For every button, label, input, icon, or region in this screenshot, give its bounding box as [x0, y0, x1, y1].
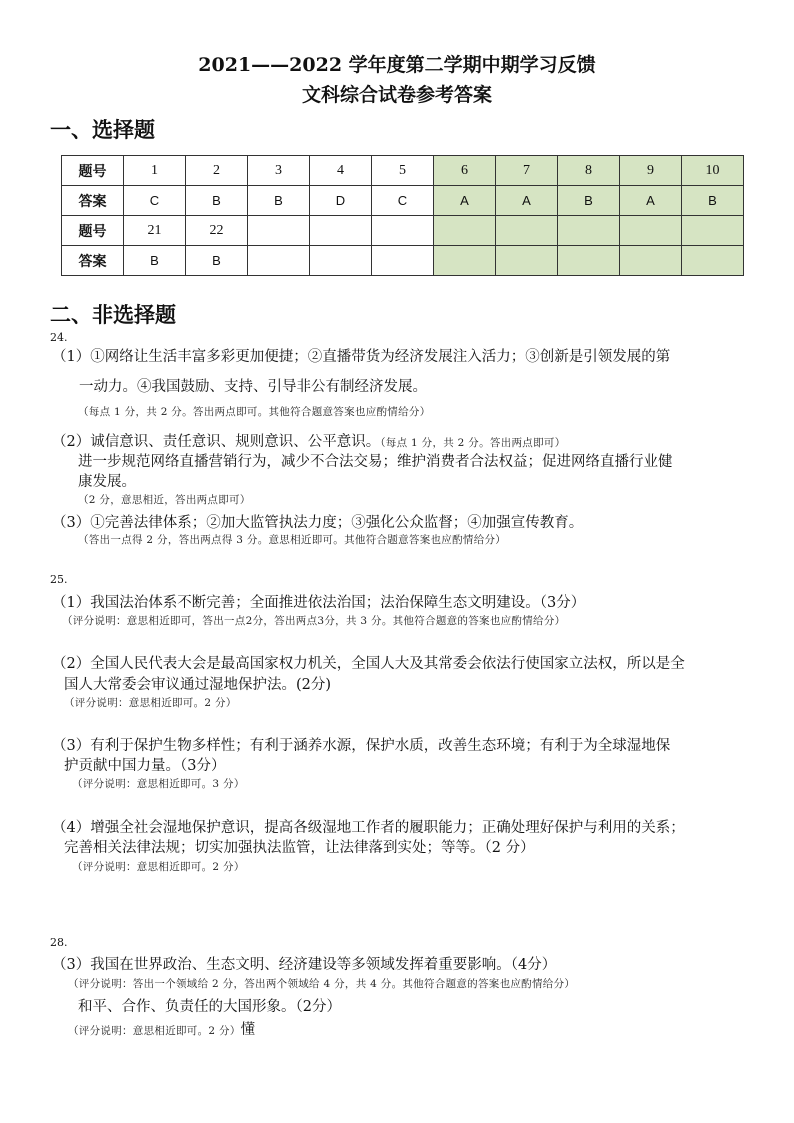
table-cell: B [186, 186, 248, 216]
page-title: 2021——2022 学年度第二学期中期学习反馈 [198, 54, 596, 76]
table-cell [496, 246, 558, 276]
table-cell [310, 246, 372, 276]
table-cell [372, 246, 434, 276]
table-cell [434, 246, 496, 276]
row-label-answer: 答案 [62, 246, 124, 276]
table-cell [558, 246, 620, 276]
table-cell: 6 [434, 156, 496, 186]
table-cell [682, 216, 744, 246]
q24-part1-line1: （1）①网络让生活丰富多彩更加便捷；②直播带货为经济发展注入活力；③创新是引领发展的第 [52, 349, 671, 365]
q25-part1-line1: （1）我国法治体系不断完善；全面推进依法治国；法治保障生态文明建设。（3分） [52, 595, 586, 611]
q24-part2-inline-note: （每点 1 分，共 2 分。答出两点即可） [380, 437, 566, 449]
q25-part4-line1: （4）增强全社会湿地保护意识，提高各级湿地工作者的履职能力；正确处理好保护与利用的关系； [52, 820, 685, 836]
table-cell [434, 216, 496, 246]
q28-part3-line2: 和平、合作、负责任的大国形象。（2分） [78, 999, 341, 1015]
table-cell [558, 216, 620, 246]
page-subtitle: 文科综合试卷参考答案 [301, 84, 492, 106]
table-cell: A [434, 186, 496, 216]
table-row-answers-bottom [62, 246, 744, 276]
q28-part3-note-line [68, 1018, 255, 1039]
table-cell: 22 [186, 216, 248, 246]
q24-part1-scoring-note: （每点 1 分，共 2 分。答出两点即可。其他符合题意答案也应酌情给分） [78, 406, 431, 418]
table-cell: B [186, 246, 248, 276]
q28-part3-scoring-note: （评分说明：答出一个领域给 2 分，答出两个领域给 4 分，共 4 分。其他符合题意的答案也应酌情给分） [68, 978, 576, 990]
answer-table [61, 155, 744, 276]
table-cell [496, 216, 558, 246]
table-cell: C [372, 186, 434, 216]
q25-part3-line1: （3）有利于保护生物多样性；有利于涵养水源，保护水质，改善生态环境；有利于为全球湿地保 [52, 738, 671, 754]
table-cell [248, 216, 310, 246]
row-label-number: 题号 [62, 156, 124, 186]
table-cell: 9 [620, 156, 682, 186]
table-cell: B [558, 186, 620, 216]
table-cell: 4 [310, 156, 372, 186]
table-cell: B [682, 186, 744, 216]
q25-part1-scoring-note: （评分说明：意思相近即可，答出一点2分，答出两点3分，共 3 分。其他符合题意的答案也应酌情给分） [62, 615, 566, 627]
q25-part3-scoring-note: （评分说明：意思相近即可。3 分） [72, 778, 245, 790]
q24-part3-line1: （3）①完善法律体系；②加大监管执法力度；③强化公众监督；④加强宣传教育。 [52, 515, 584, 531]
table-cell: 2 [186, 156, 248, 186]
q25-part4-line2: 完善相关法律法规；切实加强执法监管，让法律落到实处；等等。（2 分） [64, 840, 535, 856]
q28-part3-scoring-note-2: （评分说明：意思相近即可。2 分） [68, 1025, 241, 1037]
row-label-number: 题号 [62, 216, 124, 246]
q24-part2-line1 [52, 430, 566, 451]
table-row-answers-top [62, 186, 744, 216]
q24-part3-scoring-note: （答出一点得 2 分，答出两点得 3 分。意思相近即可。其他符合题意答案也应酌情给分） [78, 534, 507, 546]
table-cell [620, 216, 682, 246]
q25-part3-line2: 护贡献中国力量。（3分） [64, 758, 226, 774]
table-row-numbers-top [62, 156, 744, 186]
table-cell [620, 246, 682, 276]
table-cell: 10 [682, 156, 744, 186]
q24-part2-answer: （2）诚信意识、责任意识、规则意识、公平意识。 [52, 434, 381, 450]
table-cell: 3 [248, 156, 310, 186]
q25-part2-line2: 国人大常委会审议通过湿地保护法。(2分) [64, 677, 332, 693]
table-cell: D [310, 186, 372, 216]
question-number-25: 25. [50, 573, 68, 586]
q25-part4-scoring-note: （评分说明：意思相近即可。2 分） [72, 861, 245, 873]
q25-part2-scoring-note: （评分说明：意思相近即可。2 分） [64, 697, 237, 709]
section-heading-multiple-choice: 一、选择题 [50, 117, 155, 142]
table-cell [248, 246, 310, 276]
table-cell: B [248, 186, 310, 216]
table-cell [682, 246, 744, 276]
q24-part2-scoring-note: （2 分，意思相近，答出两点即可） [78, 494, 251, 506]
table-cell: 1 [124, 156, 186, 186]
table-cell [372, 216, 434, 246]
q24-part2-line2: 进一步规范网络直播营销行为，减少不合法交易；维护消费者合法权益；促进网络直播行业健 [78, 454, 673, 470]
q28-trailing-character: 懂 [240, 1022, 256, 1038]
table-cell: 5 [372, 156, 434, 186]
q24-part2-line3: 康发展。 [78, 474, 136, 490]
table-row-numbers-bottom [62, 216, 744, 246]
table-cell: B [124, 246, 186, 276]
section-heading-free-response: 二、非选择题 [50, 302, 176, 327]
table-cell: A [496, 186, 558, 216]
question-number-24: 24. [50, 331, 68, 344]
row-label-answer: 答案 [62, 186, 124, 216]
table-cell [310, 216, 372, 246]
q25-part2-line1: （2）全国人民代表大会是最高国家权力机关，全国人大及其常委会依法行使国家立法权，所以是全 [52, 656, 685, 672]
table-cell: 21 [124, 216, 186, 246]
table-cell: 7 [496, 156, 558, 186]
question-number-28: 28. [50, 936, 68, 949]
q24-part1-line2: 一动力。④我国鼓励、支持、引导非公有制经济发展。 [79, 379, 427, 395]
table-cell: 8 [558, 156, 620, 186]
table-cell: A [620, 186, 682, 216]
q28-part3-line1: （3）我国在世界政治、生态文明、经济建设等多领域发挥着重要影响。（4分） [52, 957, 557, 973]
table-cell: C [124, 186, 186, 216]
